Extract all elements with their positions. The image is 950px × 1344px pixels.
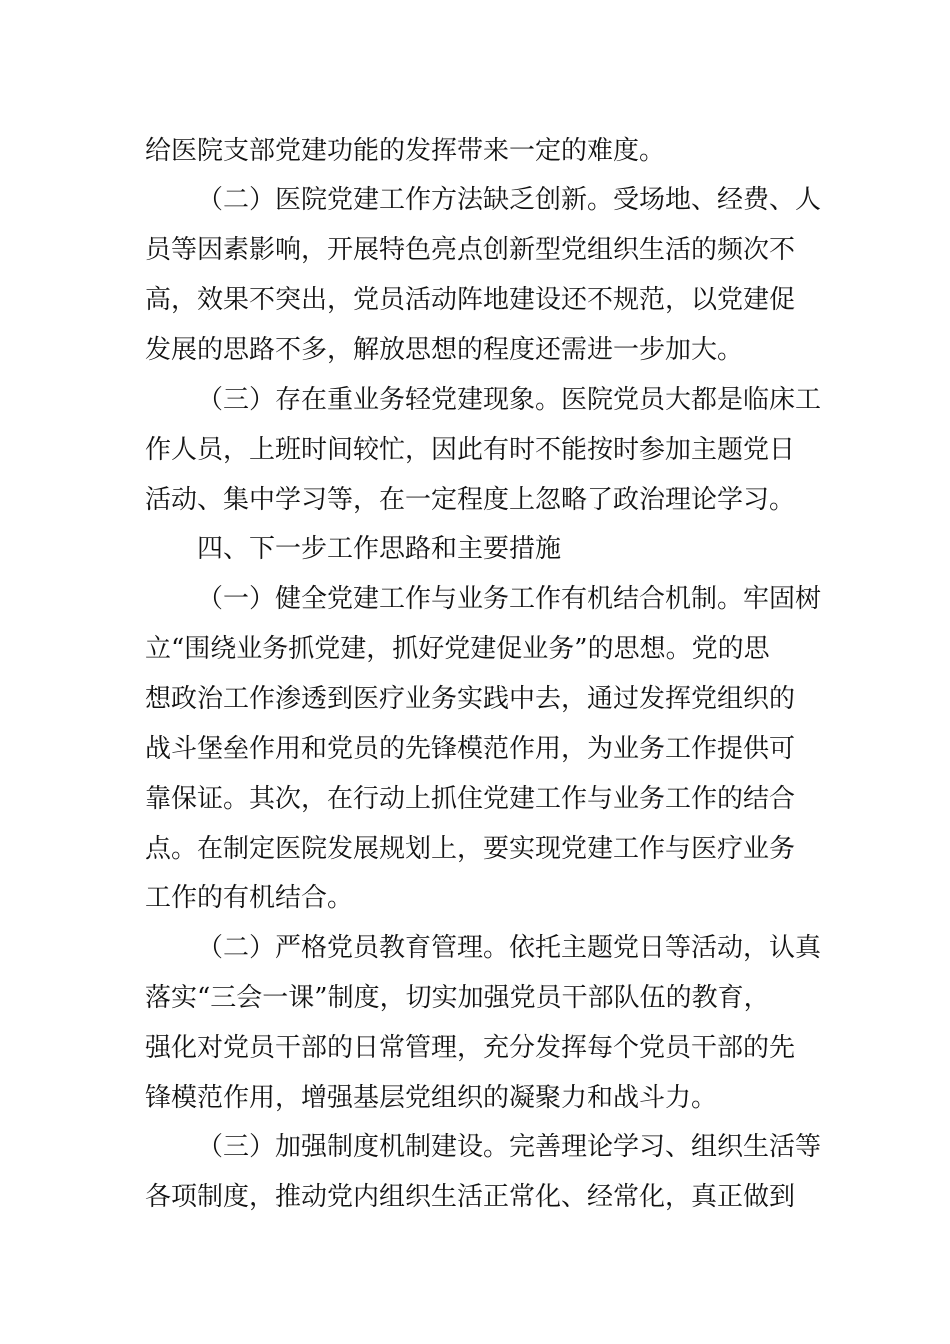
text-line: （一）健全党建工作与业务工作有机结合机制。牢固树 xyxy=(197,584,822,614)
text-line: 战斗堡垒作用和党员的先锋模范作用，为业务工作提供可 xyxy=(145,734,796,764)
section-heading: 四、下一步工作思路和主要措施 xyxy=(197,534,562,564)
text-line: 作人员，上班时间较忙，因此有时不能按时参加主题党日 xyxy=(145,435,796,465)
text-line: （二）医院党建工作方法缺乏创新。受场地、经费、人 xyxy=(197,185,822,215)
text-line: 落实“三会一课”制度，切实加强党员干部队伍的教育， xyxy=(145,983,770,1013)
text-line: 各项制度，推动党内组织生活正常化、经常化，真正做到 xyxy=(145,1182,796,1212)
text-line: （二）严格党员教育管理。依托主题党日等活动，认真 xyxy=(197,933,822,963)
text-line: 员等因素影响，开展特色亮点创新型党组织生活的频次不 xyxy=(145,235,796,265)
text-line: 锋模范作用，增强基层党组织的凝聚力和战斗力。 xyxy=(145,1083,718,1113)
text-line: 给医院支部党建功能的发挥带来一定的难度。 xyxy=(145,136,666,166)
text-line: 活动、集中学习等，在一定程度上忽略了政治理论学习。 xyxy=(145,485,796,515)
text-line: （三）存在重业务轻党建现象。医院党员大都是临床工 xyxy=(197,385,822,415)
text-line: 强化对党员干部的日常管理，充分发挥每个党员干部的先 xyxy=(145,1033,796,1063)
text-line: 立“围绕业务抓党建，抓好党建促业务”的思想。党的思 xyxy=(145,634,770,664)
text-line: 想政治工作渗透到医疗业务实践中去，通过发挥党组织的 xyxy=(145,684,796,714)
text-line: 靠保证。其次，在行动上抓住党建工作与业务工作的结合 xyxy=(145,784,796,814)
text-line: 点。在制定医院发展规划上，要实现党建工作与医疗业务 xyxy=(145,834,796,864)
text-line: 工作的有机结合。 xyxy=(145,883,354,913)
text-line: 高，效果不突出，党员活动阵地建设还不规范，以党建促 xyxy=(145,285,796,315)
text-line: （三）加强制度机制建设。完善理论学习、组织生活等 xyxy=(197,1132,822,1162)
text-line: 发展的思路不多，解放思想的程度还需进一步加大。 xyxy=(145,335,744,365)
